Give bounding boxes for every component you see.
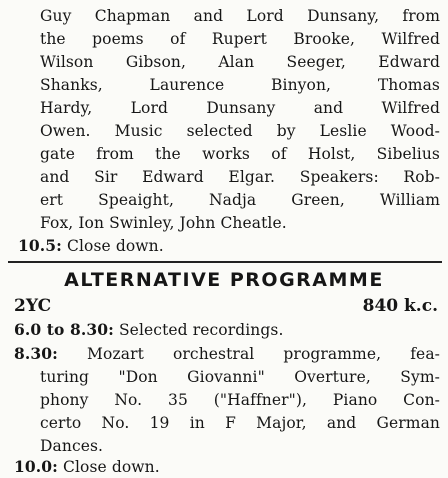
- paragraph-line-4: Shanks, Laurence Binyon, Thomas: [40, 76, 440, 94]
- paragraph-line-2: the poems of Rupert Brooke, Wilfred: [40, 30, 440, 48]
- section-heading: ALTERNATIVE PROGRAMME: [64, 269, 384, 291]
- paragraph-line-7: gate from the works of Holst, Sibelius: [40, 145, 440, 163]
- programme-entry-2: [14, 344, 440, 364]
- close-text-1: Close down.: [61, 237, 164, 255]
- close-time-2: 10.0:: [14, 457, 58, 476]
- paragraph-line-8: and Sir Edward Elgar. Speakers: Rob-: [40, 168, 440, 186]
- entry-time-1: 6.0 to 8.30:: [14, 320, 114, 339]
- station-frequency: 840 k.c.: [362, 296, 438, 316]
- close-down-entry-1: [18, 236, 164, 256]
- paragraph-line-6: Owen. Music selected by Leslie Wood-: [40, 122, 440, 140]
- paragraph-line-10: Fox, Ion Swinley, John Cheatle.: [40, 214, 287, 232]
- entry-text-2: Mozart orchestral programme, fea-: [57, 345, 440, 363]
- continuation-line-2: phony No. 35 ("Haffner"), Piano Con-: [40, 391, 440, 409]
- paragraph-line-5: Hardy, Lord Dunsany and Wilfred: [40, 99, 440, 117]
- paragraph-line-1: Guy Chapman and Lord Dunsany, from: [40, 7, 440, 25]
- entry-time-2: 8.30:: [14, 344, 58, 363]
- continuation-line-3: certo No. 19 in F Major, and German: [40, 414, 440, 432]
- section-divider: [8, 261, 442, 263]
- close-down-entry-2: [14, 457, 160, 477]
- station-callsign: 2YC: [14, 296, 52, 316]
- programme-entry-1: [14, 320, 284, 340]
- continuation-line-1: turing "Don Giovanni" Overture, Sym-: [40, 368, 440, 386]
- continuation-line-4: Dances.: [40, 437, 104, 455]
- close-time-1: 10.5:: [18, 236, 62, 255]
- close-text-2: Close down.: [57, 458, 160, 476]
- paragraph-line-9: ert Speaight, Nadja Green, William: [40, 191, 440, 209]
- paragraph-line-3: Wilson Gibson, Alan Seeger, Edward: [40, 53, 440, 71]
- entry-text-1: Selected recordings.: [113, 321, 284, 339]
